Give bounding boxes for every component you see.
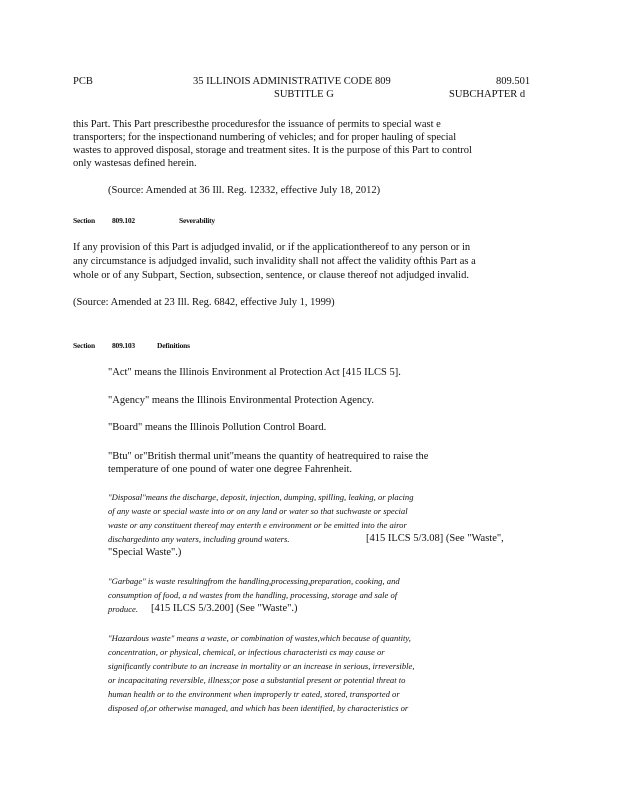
paragraph-line: this Part. This Part prescribesthe proceduresfor the issuance of permits to special wast e: [73, 119, 441, 130]
header-left-code: PCB: [73, 76, 93, 87]
header-title: 35 ILLINOIS ADMINISTRATIVE CODE 809: [193, 76, 391, 87]
section-title: Definitions: [157, 341, 190, 350]
section-label: Section: [73, 341, 95, 350]
paragraph-line: wastes to approved disposal, storage and treatment sites. It is the purpose of this Part to control: [73, 145, 472, 156]
paragraph-line: or incapacitating reversible, illness;or pose a substantial present or potential threat to: [108, 675, 406, 685]
definition-board: "Board" means the Illinois Pollution Control Board.: [108, 422, 327, 433]
paragraph-line: "Disposal"means the discharge, deposit, injection, dumping, spilling, leaking, or placing: [108, 492, 414, 502]
section-title: Severability: [179, 216, 215, 225]
header-subchapter: SUBCHAPTER d: [449, 89, 526, 100]
section-number: 809.103: [112, 341, 135, 350]
paragraph-line: "Garbage" is waste resultingfrom the handling,processing,preparation, cooking, and: [108, 576, 400, 586]
header-subtitle: SUBTITLE G: [274, 89, 334, 100]
definition-btu: "Btu" or"British thermal unit"means the quantity of heatrequired to raise the: [108, 451, 429, 462]
paragraph-line: only wastesas defined herein.: [73, 158, 197, 169]
paragraph-line: "Special Waste".): [108, 547, 182, 558]
paragraph-line: human health or to the environment when improperly tr eated, stored, transported or: [108, 689, 400, 699]
paragraph-line: whole or of any Subpart, Section, subsection, sentence, or clause thereof not adjudged invalid.: [73, 270, 469, 281]
section-number: 809.102: [112, 216, 135, 225]
statute-citation: [415 ILCS 5/3.08] (See "Waste",: [366, 533, 504, 544]
section-label: Section: [73, 216, 95, 225]
paragraph-line: consumption of food, a nd wastes from the handling, processing, storage and sale of: [108, 590, 398, 600]
paragraph-line: waste or any constituent thereof may enterth e environment or be emitted into the airor: [108, 520, 407, 530]
paragraph-line: disposed of,or otherwise managed, and which has been identified, by characteristics or: [108, 703, 409, 713]
statute-citation: [415 ILCS 5/3.200] (See "Waste".): [151, 603, 298, 614]
paragraph-line: produce.: [108, 604, 138, 614]
paragraph-line: dischargedinto any waters, including ground waters.: [108, 534, 290, 544]
definition-agency: "Agency" means the Illinois Environmental Protection Agency.: [108, 395, 374, 406]
source-note: (Source: Amended at 36 Ill. Reg. 12332, effective July 18, 2012): [108, 185, 381, 196]
paragraph-line: "Hazardous waste" means a waste, or combination of wastes,which because of quantity,: [108, 633, 411, 643]
definition-btu-continued: temperature of one pound of water one degree Fahrenheit.: [108, 464, 353, 475]
paragraph-line: concentration, or physical, chemical, or infectious characteristi cs may cause or: [108, 647, 385, 657]
paragraph-line: any circumstance is adjudged invalid, such invalidity shall not affect the validity ofthis Part as a: [73, 256, 476, 267]
source-note: (Source: Amended at 23 Ill. Reg. 6842, effective July 1, 1999): [73, 297, 335, 308]
paragraph-line: transporters; for the inspectionand numbering of vehicles; and for proper hauling of special: [73, 132, 457, 143]
definition-act: "Act" means the Illinois Environment al Protection Act [415 ILCS 5].: [108, 367, 401, 378]
paragraph-line: of any waste or special waste into or on any land or water so that suchwaste or special: [108, 506, 408, 516]
paragraph-line: If any provision of this Part is adjudged invalid, or if the applicationthereof to any person or in: [73, 242, 471, 253]
paragraph-line: significantly contribute to an increase in mortality or an increase in serious, irreversible,: [108, 661, 415, 671]
header-page-number: 809.501: [496, 76, 531, 87]
